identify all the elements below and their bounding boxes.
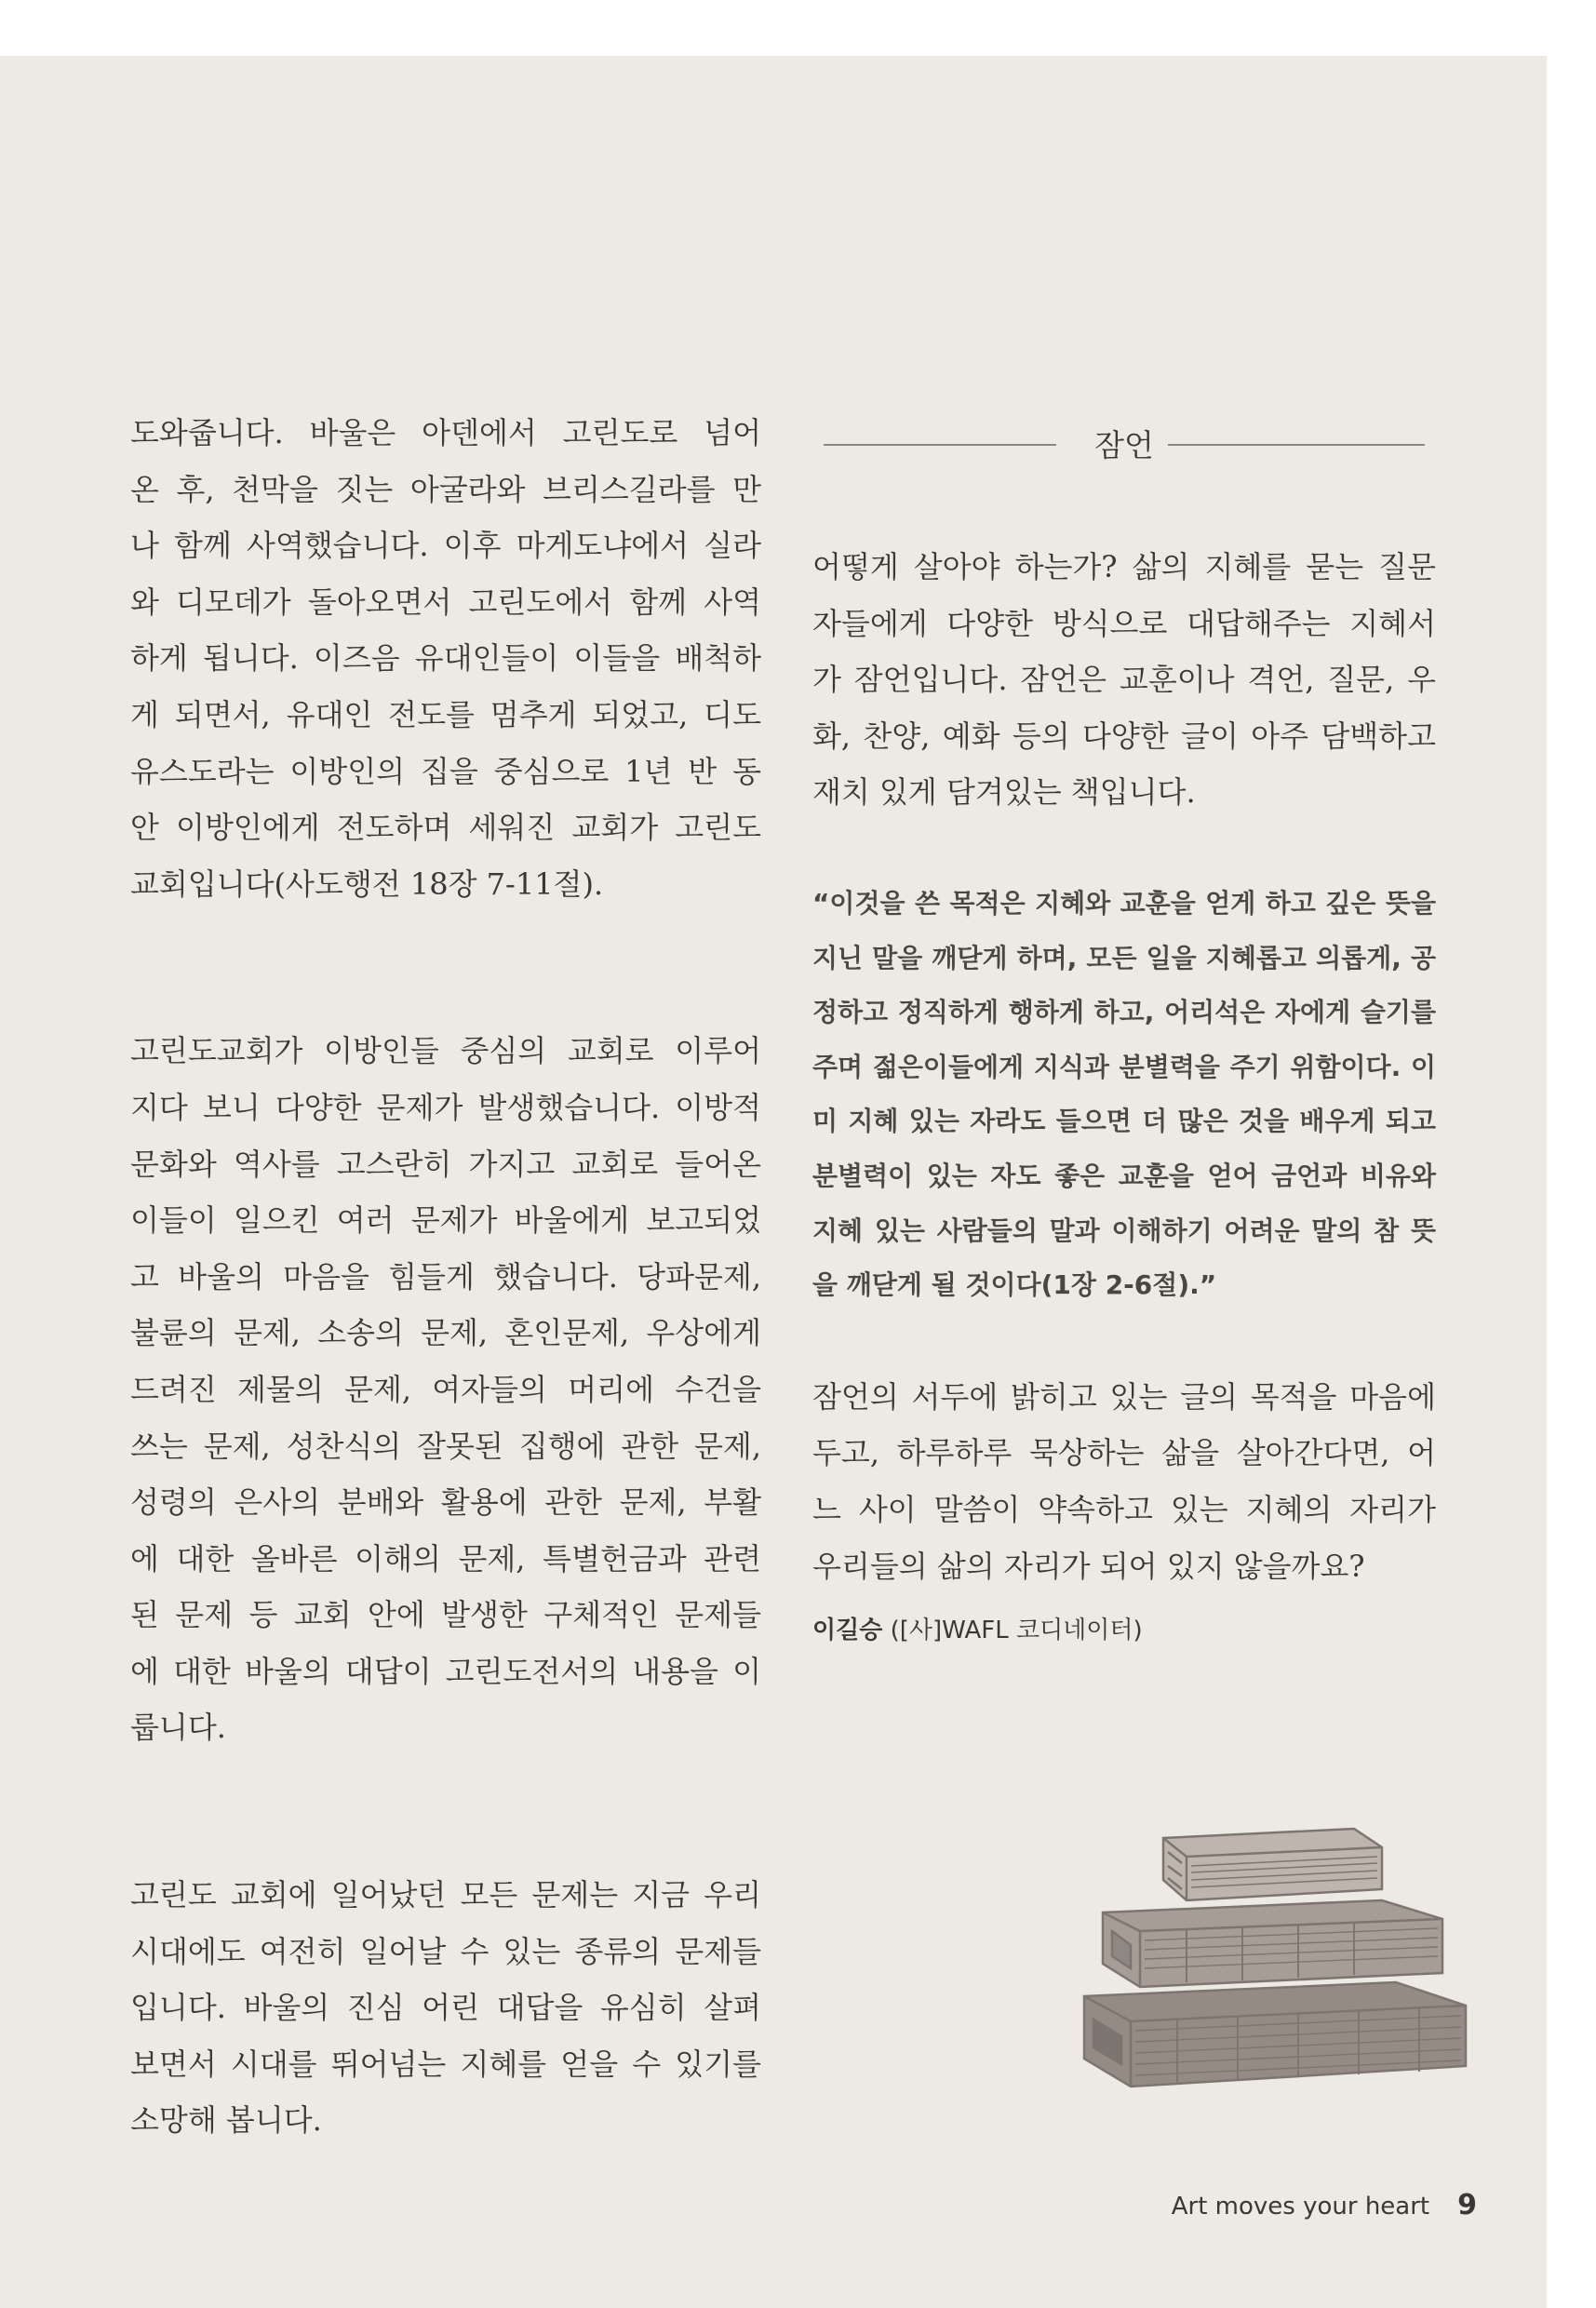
author-name: 이길승 <box>812 1617 883 1645</box>
text-line: 성령의 은사의 분배와 활용에 관한 문제, 부활 <box>130 1484 761 1521</box>
section-heading <box>812 405 1436 483</box>
text-line: 지다 보니 다양한 문제가 발생했습니다. 이방적 <box>130 1089 761 1125</box>
heading-rule-right <box>1168 444 1425 446</box>
body-paragraph <box>130 1023 761 1756</box>
text-line: 재치 있게 담겨있는 책입니다. <box>812 774 1196 811</box>
text-line: 고 바울의 마음을 힘들게 했습니다. 당파문제, <box>130 1258 761 1295</box>
text-line: 드려진 제물의 문제, 여자들의 머리에 수건을 <box>130 1371 761 1407</box>
text-line: 온 후, 천막을 짓는 아굴라와 브리스길라를 만 <box>130 471 761 507</box>
text-line: 에 대한 바울의 대답이 고린도전서의 내용을 이 <box>130 1653 761 1689</box>
text-line: 보면서 시대를 뛰어넘는 지혜를 얻을 수 있기를 <box>130 2046 761 2082</box>
text-line: 소망해 봅니다. <box>130 2102 322 2139</box>
body-paragraph <box>130 405 761 912</box>
text-line: 어떻게 살아야 하는가? 삶의 지혜를 묻는 질문 <box>812 549 1436 584</box>
author-role: ([사]WAFL 코디네이터) <box>890 1617 1143 1645</box>
text-line: 쓰는 문제, 성찬식의 잘못된 집행에 관한 문제, <box>130 1428 761 1464</box>
text-line: 교회입니다(사도행전 18장 7-11절). <box>130 866 604 902</box>
text-line: 유스도라는 이방인의 집을 중심으로 1년 반 동 <box>130 753 761 789</box>
text-line: 문화와 역사를 고스란히 가지고 교회로 들어온 <box>130 1146 761 1182</box>
stacked-books-illustration <box>1075 1815 1484 2094</box>
text-line: 도와줍니다. 바울은 아덴에서 고린도로 넘어 <box>130 415 761 450</box>
text-line: 화, 찬양, 예화 등의 다양한 글이 아주 담백하고 <box>812 718 1436 754</box>
text-line: 가 잠언입니다. 잠언은 교훈이나 격언, 질문, 우 <box>812 662 1436 698</box>
page-number: 9 <box>1457 2189 1477 2221</box>
text-line: 나 함께 사역했습니다. 이후 마게도냐에서 실라 <box>130 528 761 564</box>
text-line: 된 문제 등 교회 안에 발생한 구체적인 문제들 <box>130 1597 761 1633</box>
text-line: 룹니다. <box>130 1710 226 1746</box>
text-line: 고린도 교회에 일어났던 모든 문제는 지금 우리 <box>130 1877 761 1913</box>
text-line: 게 되면서, 유대인 전도를 멈추게 되었고, 디도 <box>130 696 761 732</box>
footer-slogan: Art moves your heart <box>1171 2193 1430 2221</box>
text-line: 에 대한 올바른 이해의 문제, 특별헌금과 관련 <box>130 1540 761 1577</box>
text-line: 와 디모데가 돌아오면서 고린도에서 함께 사역 <box>130 584 761 620</box>
text-line: 입니다. 바울의 진심 어린 대답을 유심히 살펴 <box>130 1990 761 2026</box>
left-column <box>130 405 761 2149</box>
author-credit <box>812 1611 1436 1645</box>
text-line: 고린도교회가 이방인들 중심의 교회로 이루어 <box>130 1033 761 1069</box>
closing-paragraph <box>812 1369 1436 1594</box>
body-paragraph <box>130 1867 761 2149</box>
text-line: 잠언의 서두에 밝히고 있는 글의 목적을 마음에 <box>812 1378 1436 1415</box>
text-line: 우리들의 삶의 자리가 되어 있지 않을까요? <box>812 1548 1365 1584</box>
page-footer <box>1172 2189 1477 2221</box>
text-line: 시대에도 여전히 일어날 수 있는 종류의 문제들 <box>130 1933 761 1969</box>
text-line: 이들이 일으킨 여러 문제가 바울에게 보고되었 <box>130 1202 761 1239</box>
text-line: 안 이방인에게 전도하며 세워진 교회가 고린도 <box>130 810 761 846</box>
section-title: 잠언 <box>1094 427 1154 463</box>
text-line: 두고, 하루하루 묵상하는 삶을 살아간다면, 어 <box>812 1435 1436 1471</box>
intro-paragraph <box>812 539 1436 821</box>
text-line: 하게 됩니다. 이즈음 유대인들이 이들을 배척하 <box>130 640 761 677</box>
scripture-quote: “이것을 쓴 목적은 지혜와 교훈을 얻게 하고 깊은 뜻을 지닌 말을 깨닫게 하며, 모든 일을 지혜롭고 의롭게, 공정하고 정직하게 행하게 하고, 어리석은 자에게 슬기를 주며 젊은이들에게 지식과 분별력을 주기 위함이다. 이미 지혜 있는 자라도 들으면 더 많은 것을 배우게 되고 분별력이 있는 자도 좋은 교훈을 얻어 금언과 비유와 지혜 있는 사람들의 말과 이해하기 어려운 말의 참 뜻을 깨닫게 될 것이다(1장 2-6절).” <box>812 887 1436 1301</box>
text-line: 느 사이 말씀이 약속하고 있는 지혜의 자리가 <box>812 1491 1436 1527</box>
right-column <box>812 405 1436 1645</box>
text-line: 불륜의 문제, 소송의 문제, 혼인문제, 우상에게 <box>130 1315 761 1351</box>
text-line: 자들에게 다양한 방식으로 대답해주는 지혜서 <box>812 605 1436 641</box>
